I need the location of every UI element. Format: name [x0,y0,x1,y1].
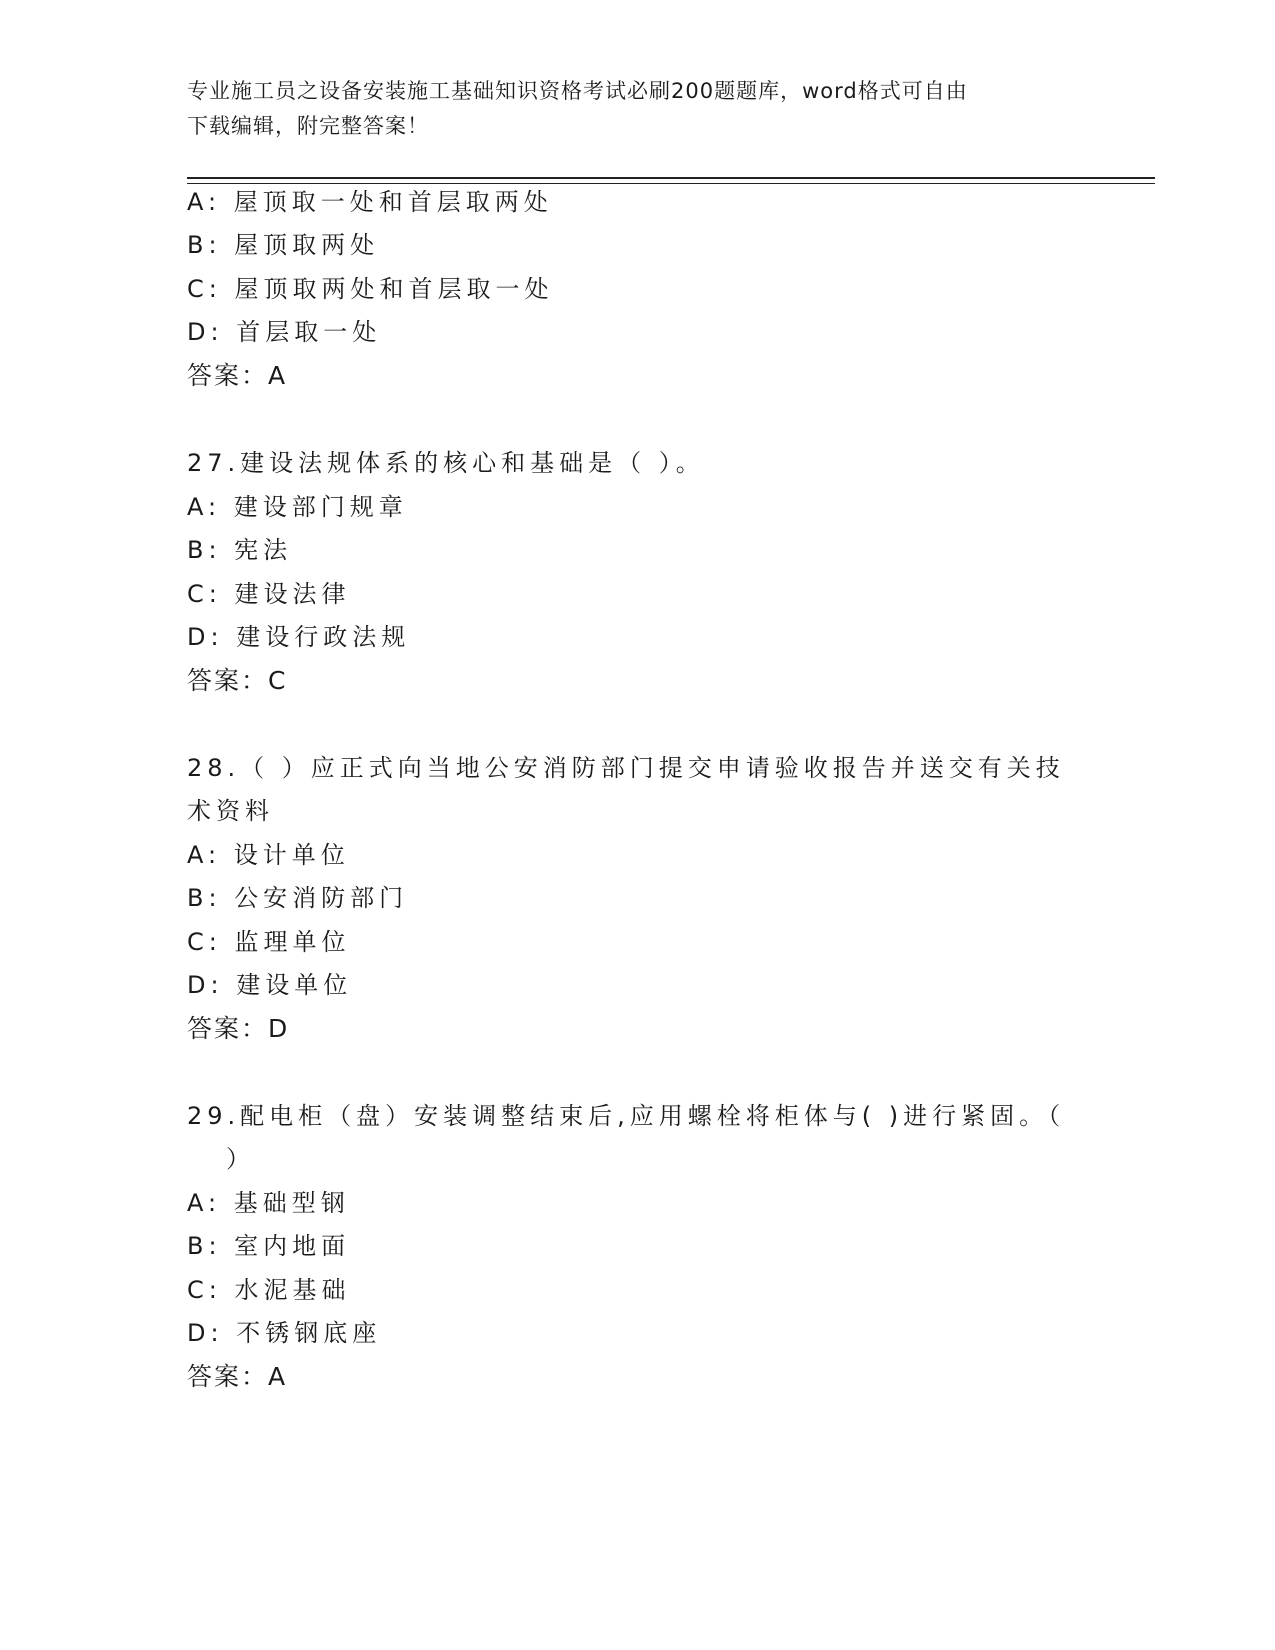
q29-option-a: A: 基础型钢 [187,1189,350,1217]
q29-question-line-1: 29.配电柜（盘）安装调整结束后,应用螺栓将柜体与( )进行紧固。（ [187,1102,1066,1130]
header-line-1: 专业施工员之设备安装施工基础知识资格考试必刷200题题库，word格式可自由 [187,79,968,103]
q26-option-c: C: 屋顶取两处和首层取一处 [187,275,554,303]
header-rule-thick [187,177,1155,179]
q28-option-d: D: 建设单位 [187,971,353,999]
q28-question-line-1: 28.（ ）应正式向当地公安消防部门提交申请验收报告并送交有关技 [187,754,1065,782]
q29-option-b: B: 室内地面 [187,1232,351,1260]
q27-question: 27.建设法规体系的核心和基础是（ ）。 [187,449,705,477]
q28-answer: 答案：D [187,1014,290,1043]
q29-option-c: C: 水泥基础 [187,1276,351,1304]
q26-option-a: A: 屋顶取一处和首层取两处 [187,188,553,216]
q28-option-a: A: 设计单位 [187,841,350,869]
q27-answer: 答案：C [187,666,288,695]
q29-option-d: D: 不锈钢底座 [187,1319,382,1347]
document-header [187,74,1087,144]
q27-option-c: C: 建设法律 [187,580,351,608]
q27-option-d: D: 建设行政法规 [187,623,411,651]
header-line-2: 下载编辑，附完整答案！ [187,114,429,138]
q26-option-b: B: 屋顶取两处 [187,231,380,259]
q26-answer: 答案：A [187,361,288,390]
header-rule-thin [187,183,1155,184]
q28-option-b: B: 公安消防部门 [187,884,409,912]
q28-question-line-2: 术资料 [187,797,274,825]
q29-question-line-2: ） [226,1145,255,1173]
q27-option-b: B: 宪法 [187,536,293,564]
q27-option-a: A: 建设部门规章 [187,493,408,521]
q29-answer: 答案：A [187,1362,288,1391]
q28-option-c: C: 监理单位 [187,928,351,956]
q26-option-d: D: 首层取一处 [187,318,382,346]
